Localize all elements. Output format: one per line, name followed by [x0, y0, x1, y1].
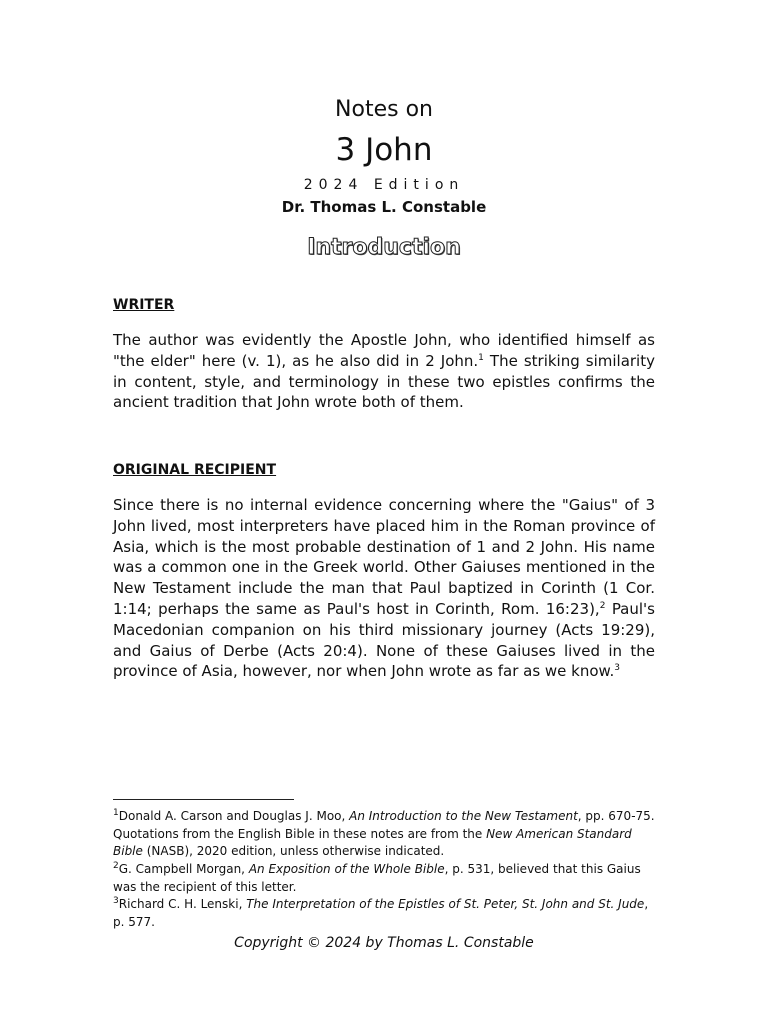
footnote-3-text: Richard C. H. Lenski,	[118, 897, 247, 911]
footnote-1-text-end: (NASB), 2020 edition, unless otherwise indicated.	[142, 844, 445, 858]
edition-label: 2024 Edition	[303, 177, 465, 193]
footnote-2-text: G. Campbell Morgan,	[118, 862, 249, 876]
footnote-3-title: The Interpretation of the Epistles of St. Peter, St. John and St. Jude	[246, 897, 645, 911]
footnote-2-number: 2	[113, 861, 119, 871]
footnote-1-title: An Introduction to the New Testament	[349, 809, 578, 823]
footnote-1-number: 1	[113, 808, 119, 818]
footnote-1-text-mid: , pp. 670-75. Quotations from the English Bible in these notes are from the	[113, 809, 655, 841]
footnote-ref-2[interactable]: 2	[599, 600, 606, 611]
writer-text-2: The striking similarity in content, style, and terminology in these two epistles confirms the ancient tradition that John wrote both of them.	[113, 351, 655, 412]
book-title: 3 John	[335, 132, 433, 168]
recipient-text-2: Paul's Macedonian companion on his third missionary journey (Acts 19:29), and Gaius of Derbe (Acts 20:4). None of these Gaiuses lived in the province of Asia, however, nor when John wrote as far as we know.	[113, 599, 655, 681]
notes-on-label: Notes on	[335, 97, 433, 122]
footnote-3-text-end: , p. 577.	[113, 897, 649, 929]
footnote-divider	[113, 799, 294, 800]
recipient-text-1: Since there is no internal evidence concerning where the "Gaius" of 3 John lived, most interpreters have placed him in the Roman province of Asia, which is the most probable destination of 1 and 2 John. His name was a common one in the Greek world. Other Gaiuses mentioned in the New Testament include the man that Paul baptized in Corinth (1 Cor. 1:14; perhaps the same as Paul's host in Corinth, Rom. 16:23),	[113, 496, 655, 618]
copyright-notice: Copyright © 2024 by Thomas L. Constable	[234, 935, 534, 951]
footnote-1-text: Donald A. Carson and Douglas J. Moo,	[118, 809, 350, 823]
footnote-3-number: 3	[113, 896, 119, 906]
writer-paragraph	[113, 330, 655, 413]
section-title: Introduction	[307, 235, 461, 260]
footnote-ref-1[interactable]: 1	[478, 352, 484, 363]
footnote-ref-3[interactable]: 3	[614, 663, 620, 674]
footnote-1	[113, 808, 658, 861]
writer-text-1: The author was evidently the Apostle John, who identified himself as "the elder" here (v. 1), as he also did in 2 John.	[113, 331, 655, 370]
recipient-paragraph	[113, 495, 655, 682]
footnote-2-text-end: , p. 531, believed that this Gaius was the recipient of this letter.	[113, 862, 641, 894]
author-name: Dr. Thomas L. Constable	[281, 198, 487, 216]
footnote-2-title: An Exposition of the Whole Bible	[248, 862, 445, 876]
recipient-heading: ORIGINAL RECIPIENT	[113, 462, 277, 478]
footnote-2	[113, 861, 658, 896]
footnote-3	[113, 896, 658, 931]
writer-heading: WRITER	[113, 297, 175, 313]
footnote-1-title2: New American Standard Bible	[113, 826, 632, 858]
